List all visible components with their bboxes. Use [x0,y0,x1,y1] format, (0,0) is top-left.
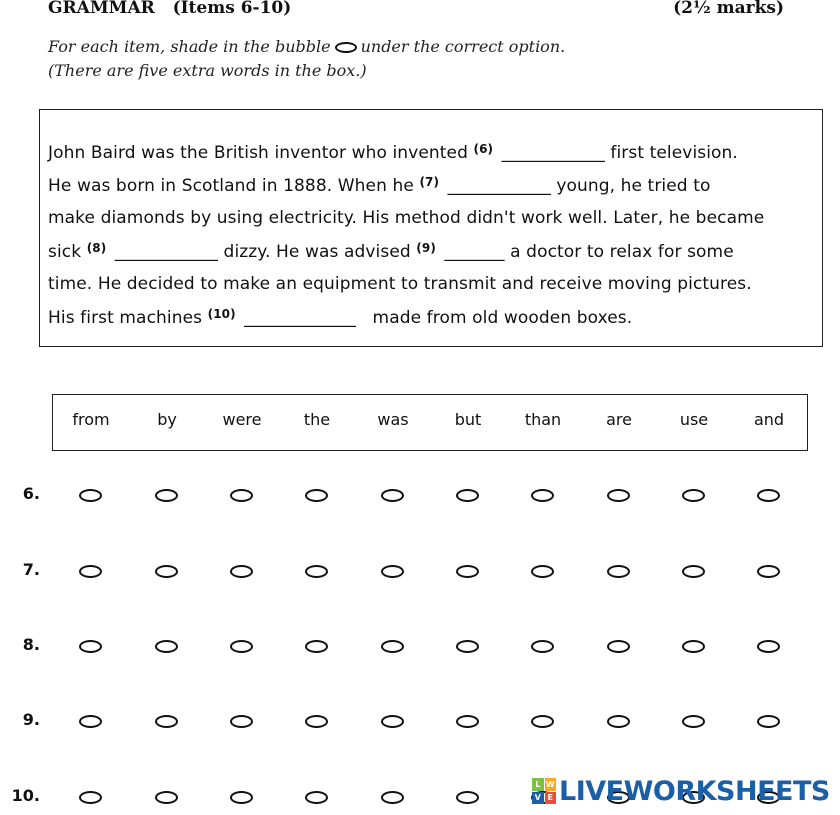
item-number-8: (8) [86,241,107,255]
word-option: and [753,410,785,429]
instruction-line-1: For each item, shade in the bubble under the correct option. [48,37,566,56]
answer-bubble[interactable] [682,565,705,578]
answer-bubble[interactable] [757,489,780,502]
blank-8: ____________ [114,242,219,262]
answer-bubble[interactable] [456,791,479,804]
word-option: than [524,410,562,429]
passage-box [39,109,823,347]
passage-line-1: John Baird was the British inventor who invented $^{(6)}$ ____________ first television. [48,142,738,163]
answer-bubble[interactable] [305,791,328,804]
blank-10: _____________ [244,308,357,328]
passage-line-5: time. He decided to make an equipment to transmit and receive moving pictures. [48,274,752,294]
liveworksheets-logo [532,774,830,808]
answer-bubble[interactable] [381,791,404,804]
item-number-9: (9) [416,241,436,255]
answer-bubble[interactable] [305,565,328,578]
answer-bubble[interactable] [155,489,178,502]
answer-bubble[interactable] [381,715,404,728]
answer-bubble[interactable] [531,715,554,728]
answer-bubble[interactable] [607,489,630,502]
instruction-line-2: (There are five extra words in the box.) [48,61,367,80]
item-label: 7. [22,560,40,579]
answer-bubble[interactable] [531,640,554,653]
answer-bubble[interactable] [456,640,479,653]
item-label: 10. [11,786,40,805]
answer-bubble[interactable] [79,489,102,502]
logo-icon-tile: E [545,792,557,805]
answer-bubble[interactable] [305,640,328,653]
answer-bubble[interactable] [531,565,554,578]
word-option: the [303,410,331,429]
answer-bubble[interactable] [456,715,479,728]
passage-line-6: His first machines $^{(10)}$ _____________ made from old wooden boxes. [48,307,633,328]
passage-line-4: sick $^{(8)}$ ____________ dizzy. He was advised $^{(9)}$ _______ a doctor to relax for some [48,241,734,262]
logo-text: LIVEWORKSHEETS [559,775,830,807]
word-option: but [454,410,482,429]
item-number-10: (10) [207,307,236,321]
answer-bubble[interactable] [155,640,178,653]
answer-bubble[interactable] [155,565,178,578]
blank-7: ____________ [447,176,551,196]
answer-bubble[interactable] [230,715,253,728]
item-number-7: (7) [419,175,440,189]
answer-bubble[interactable] [607,715,630,728]
marks-label: (2½ marks) [673,0,784,18]
answer-bubble[interactable] [531,489,554,502]
answer-bubble[interactable] [381,640,404,653]
logo-icon-tile: W [545,779,555,789]
answer-bubble[interactable] [230,489,253,502]
answer-bubble[interactable] [607,640,630,653]
answer-bubble[interactable] [230,565,253,578]
word-option: are [606,410,632,429]
item-label: 6. [22,484,40,503]
section-name: GRAMMAR [48,0,155,18]
answer-bubble[interactable] [381,489,404,502]
answer-bubble[interactable] [155,715,178,728]
answer-bubble[interactable] [305,489,328,502]
answer-bubble[interactable] [79,791,102,804]
answer-bubble[interactable] [79,565,102,578]
answer-bubble[interactable] [607,565,630,578]
blank-6: ____________ [501,143,605,163]
logo-icon-tile: L [532,778,544,791]
answer-bubble[interactable] [230,640,253,653]
word-option: from [72,410,110,429]
logo-icon [532,778,556,804]
answer-bubble[interactable] [230,791,253,804]
section-title [48,0,291,18]
answer-bubble[interactable] [381,565,404,578]
word-option: were [222,410,262,429]
items-range: (Items 6-10) [172,0,292,18]
passage-line-2: He was born in Scotland in 1888. When he $^{(7)}$ ____________ young, he tried to [48,175,711,196]
passage-line-3: make diamonds by using electricity. His method didn't work well. Later, he became [48,208,765,228]
word-box [52,394,808,451]
answer-bubble[interactable] [155,791,178,804]
answer-bubble[interactable] [79,715,102,728]
item-label: 9. [22,710,40,729]
answer-bubble[interactable] [305,715,328,728]
answer-bubble[interactable] [757,565,780,578]
logo-icon-tile: V [532,792,544,805]
bubble-icon [335,42,357,53]
item-label: 8. [22,635,40,654]
blank-9: _______ [444,242,505,262]
word-option: was [377,410,409,429]
answer-bubble[interactable] [79,640,102,653]
answer-bubble[interactable] [682,489,705,502]
answer-bubble[interactable] [456,565,479,578]
answer-bubble[interactable] [682,640,705,653]
word-option: use [679,410,709,429]
answer-bubble[interactable] [757,715,780,728]
answer-bubble[interactable] [757,640,780,653]
answer-bubble[interactable] [682,715,705,728]
answer-bubble[interactable] [456,489,479,502]
word-option: by [157,410,177,429]
item-number-6: (6) [473,142,494,156]
